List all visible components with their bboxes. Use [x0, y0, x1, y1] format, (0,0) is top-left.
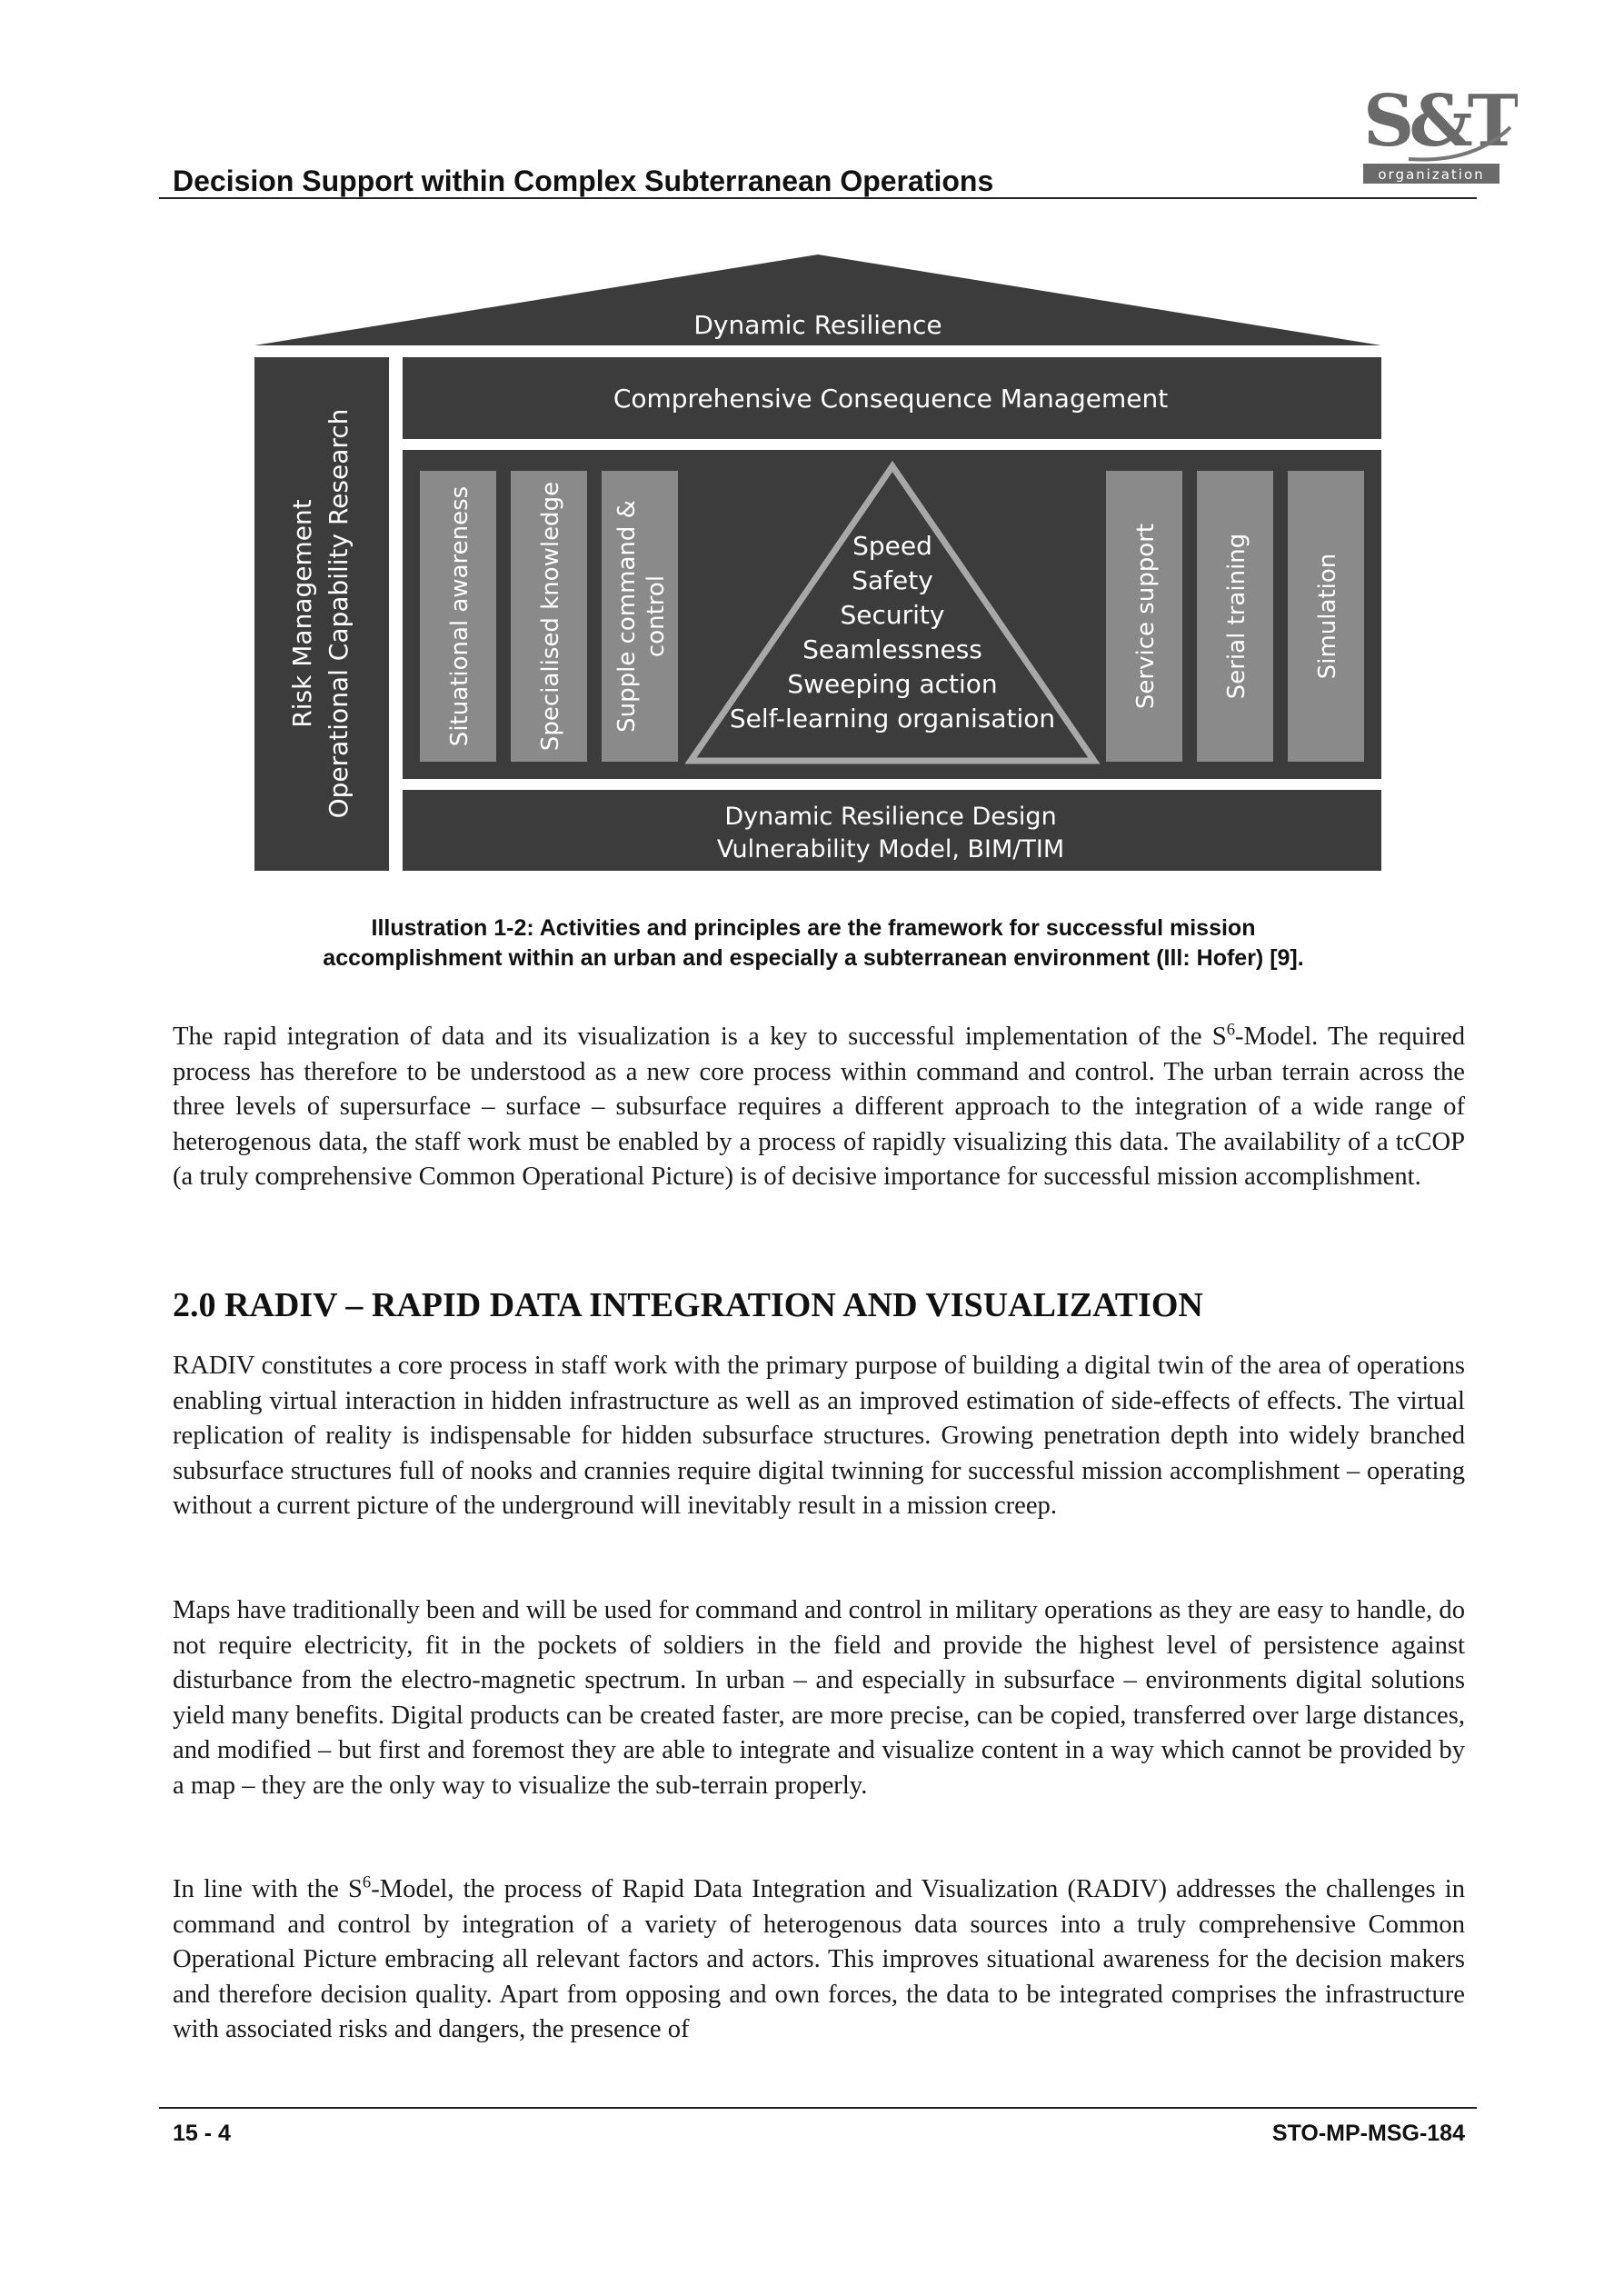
- paragraph-4-part-a: In line with the S: [173, 1875, 363, 1903]
- header-rule: [159, 197, 1477, 199]
- principle-self-learning: Self-learning organisation: [729, 704, 1056, 734]
- principle-speed: Speed: [852, 531, 932, 561]
- base-label-1: Dynamic Resilience Design: [724, 803, 1057, 831]
- figure-caption: [227, 913, 1400, 973]
- page-number: 15 - 4: [173, 2121, 231, 2146]
- paragraph-1-part-a: The rapid integration of data and its visualization is a key to successful implementation of the S: [173, 1023, 1227, 1051]
- caption-line-1: Illustration 1-2: Activities and principles are the framework for successful mission: [371, 915, 1256, 941]
- paragraph-4-part-b: -Model, the process of Rapid Data Integration and Visualization (RADIV) addresses the challenges in command and control by integration of a variety of heterogenous data sources into a truly comprehensive Common Operational Picture embracing all relevant factors and actors. This improves situational awareness for the decision makers and therefore decision quality. Apart from opposing and own forces, the data to be integrated comprises the infrastructure with associated risks and dangers, the presence of: [173, 1875, 1465, 2043]
- banner-label: Comprehensive Consequence Management: [613, 384, 1169, 414]
- column-label-supple-command-2: control: [643, 574, 670, 658]
- column-label-supple-command-1: Supple command &: [613, 500, 641, 733]
- document-id: STO-MP-MSG-184: [1271, 2121, 1465, 2146]
- paragraph-4: [173, 1872, 1465, 2048]
- left-pillar-label-1: Risk Management: [287, 499, 317, 728]
- paragraph-1-superscript: 6: [1226, 1020, 1235, 1040]
- column-label-serial-training: Serial training: [1223, 533, 1250, 700]
- paragraph-2: RADIV constitutes a core process in staff work with the primary purpose of building a digital twin of the area of operations enabling virtual interaction in hidden infrastructure as well as an improved estimation of side-effects of effects. The virtual replication of reality is indispensable for hidden subsurface structures. Growing penetration depth into widely branched subsurface structures full of nooks and crannies require digital twinning for successful mission accomplishment – operating without a current picture of the underground will inevitably result in a mission creep.: [173, 1352, 1465, 1520]
- paragraph-4-superscript: 6: [362, 1872, 372, 1892]
- left-pillar: [254, 357, 389, 871]
- paragraph-1: [173, 1020, 1465, 1195]
- framework-diagram: [254, 250, 1381, 877]
- caption-line-2: accomplishment within an urban and especially a subterranean environment (Ill: Hofer) [9].: [323, 945, 1304, 971]
- principle-seamlessness: Seamlessness: [802, 634, 982, 664]
- column-label-specialised-knowledge: Specialised knowledge: [537, 481, 564, 752]
- base-label-2: Vulnerability Model, BIM/TIM: [716, 835, 1065, 863]
- paragraph-1-part-b: -Model. The required process has therefore to be understood as a new core process within command and control. The urban terrain across the three levels of supersurface – surface – subsurface requires a different approach to the integration of a wide range of heterogenous data, the staff work must be enabled by a process of rapidly visualizing this data. The availability of a tcCOP (a truly comprehensive Common Operational Picture) is of decisive importance for successful mission accomplishment.: [173, 1023, 1465, 1191]
- running-header-title: Decision Support within Complex Subterranean Operations: [173, 165, 994, 197]
- logo-subtext: organization: [1378, 166, 1485, 183]
- principle-security: Security: [840, 600, 945, 630]
- logo-mark: S&T: [1363, 80, 1515, 163]
- footer-rule: [159, 2107, 1477, 2109]
- column-label-situational-awareness: Situational awareness: [446, 485, 473, 747]
- paragraph-3: Maps have traditionally been and will be used for command and control in military operations as they are easy to handle, do not require electricity, fit in the pockets of soldiers in the field and provide the highest level of persistence against disturbance from the electro-magnetic spectrum. In urban – and especially in subsurface – environments digital solutions yield many benefits. Digital products can be created faster, are more precise, can be copied, transferred over large distances, and modified – but first and foremost they are able to integrate and visualize content in a way which cannot be provided by a map – they are the only way to visualize the sub-terrain properly.: [173, 1596, 1465, 1800]
- column-label-service-support: Service support: [1132, 523, 1160, 710]
- principle-safety: Safety: [852, 565, 933, 595]
- st-organization-logo: [1354, 73, 1518, 191]
- roof-label: Dynamic Resilience: [693, 310, 942, 340]
- section-heading: 2.0 RADIV – RAPID DATA INTEGRATION AND VISUALIZATION: [173, 1286, 1203, 1324]
- column-label-simulation: Simulation: [1314, 553, 1341, 680]
- principle-sweeping-action: Sweeping action: [787, 669, 998, 699]
- left-pillar-label-2: Operational Capability Research: [324, 408, 354, 819]
